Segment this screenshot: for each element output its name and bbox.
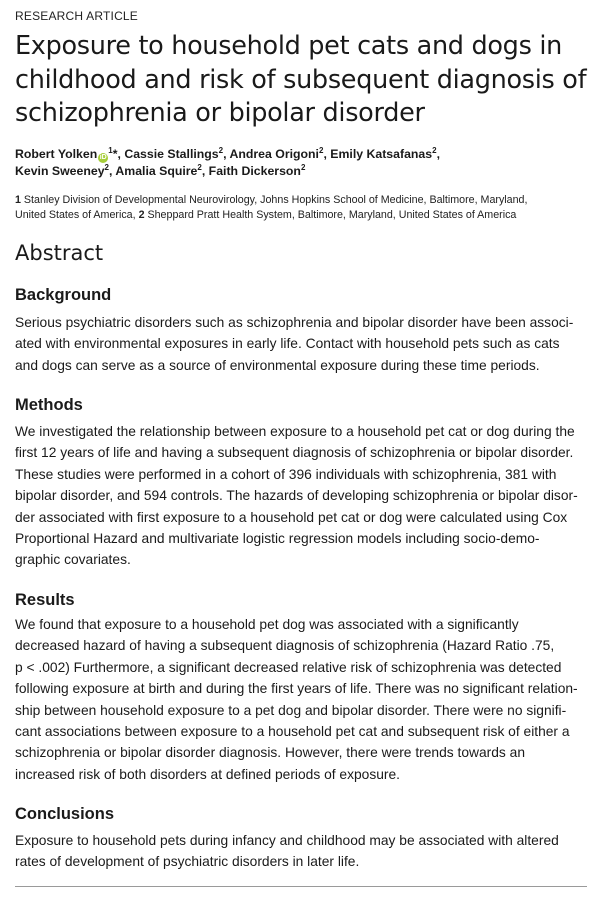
text-line: We investigated the relationship between exposure to a household pet cat or dog during the	[15, 424, 575, 439]
background-text	[15, 312, 587, 376]
affiliations	[15, 193, 590, 222]
text-line: ated with environmental exposures in early life. Contact with household pets such as cats	[15, 336, 560, 352]
section-divider	[15, 886, 587, 887]
text-line: and dogs can serve as a source of environmental exposure during these time periods.	[15, 357, 540, 373]
author-name[interactable]: , Cassie Stallings	[117, 147, 219, 161]
text-line: schizophrenia or bipolar disorder diagnosis. However, there were trends towards an	[15, 745, 525, 761]
affiliation-mark: 2	[197, 162, 202, 172]
author-name[interactable]: Kevin Sweeney	[15, 164, 105, 178]
title-line: schizophrenia or bipolar disorder	[15, 98, 425, 128]
text-line: graphic covariates.	[15, 552, 131, 568]
article-type-label: RESEARCH ARTICLE	[15, 9, 139, 23]
affiliation-mark: 2	[432, 145, 437, 155]
corresponding-author-mark: *	[112, 147, 118, 161]
affiliation-mark: 1	[108, 145, 113, 155]
results-heading: Results	[15, 591, 75, 609]
abstract-heading: Abstract	[15, 241, 104, 265]
methods-heading: Methods	[15, 396, 83, 414]
conclusions-text	[15, 830, 587, 873]
text-line: Exposure to household pets during infancy and childhood may be associated with altered	[15, 833, 559, 848]
title-line: childhood and risk of subsequent diagnosis of	[15, 64, 587, 95]
affiliation-mark: 2	[318, 145, 324, 155]
author-name[interactable]: Robert Yolken	[15, 147, 98, 161]
author-name[interactable]: , Emily Katsafanas	[323, 147, 433, 161]
text-line: bipolar disorder, and 594 controls. The hazards of developing schizophrenia or bipolar disor-	[15, 488, 578, 504]
affiliation-number: 1	[15, 194, 21, 206]
methods-text	[15, 421, 587, 571]
author-separator: ,	[436, 147, 440, 161]
author-name[interactable]: , Andrea Origoni	[223, 147, 319, 161]
text-line: der associated with first exposure to a household pet cat or dog were calculated using Cox	[15, 509, 568, 525]
author-name[interactable]: , Amalia Squire	[109, 164, 198, 178]
text-line: Proportional Hazard and multivariate logistic regression models including socio-demo-	[15, 531, 540, 547]
text-line: cant associations between exposure to a household pet cat and subsequent risk of either a	[15, 724, 570, 740]
author-list	[15, 146, 590, 180]
title-line: Exposure to household pet cats and dogs in	[15, 31, 563, 61]
affiliation-mark: 2	[218, 145, 224, 155]
text-line: These studies were performed in a cohort of 396 individuals with schizophrenia, 381 with	[15, 466, 557, 482]
text-line: increased risk of both disorders at defined periods of exposure.	[15, 766, 400, 782]
text-line: Serious psychiatric disorders such as schizophrenia and bipolar disorder have been associ-	[15, 315, 574, 330]
affiliation-number: 2	[138, 208, 145, 221]
affiliation-text: United States of America,	[15, 208, 139, 221]
article-title	[15, 30, 590, 131]
affiliation-mark: 2	[300, 162, 306, 172]
affiliation-text: Stanley Division of Developmental Neurovirology, Johns Hopkins School of Medicine, Baltimore, Maryland,	[20, 194, 528, 206]
results-text	[15, 614, 587, 785]
affiliation-mark: 2	[104, 162, 109, 172]
text-line: following exposure at birth and during the first years of life. There was no significant relation-	[15, 681, 578, 697]
text-line: We found that exposure to a household pet dog was associated with a significantly	[15, 617, 519, 632]
author-name[interactable]: , Faith Dickerson	[201, 164, 301, 178]
affiliation-text: Sheppard Pratt Health System, Baltimore, Maryland, United States of America	[144, 208, 517, 221]
text-line: ship between household exposure to a pet dog and bipolar disorder. There were no signifi-	[15, 702, 567, 718]
background-heading: Background	[15, 286, 112, 304]
conclusions-heading: Conclusions	[15, 805, 115, 823]
text-line: decreased hazard of having a subsequent diagnosis of schizophrenia (Hazard Ratio .75,	[15, 638, 555, 654]
orcid-icon[interactable]: iD	[99, 154, 107, 161]
text-line: p < .002) Furthermore, a significant decreased relative risk of schizophrenia was detected	[15, 659, 562, 675]
text-line: first 12 years of life and having a subsequent diagnosis of schizophrenia or bipolar disorder.	[15, 445, 574, 461]
text-line: rates of development of psychiatric disorders in later life.	[15, 854, 360, 870]
